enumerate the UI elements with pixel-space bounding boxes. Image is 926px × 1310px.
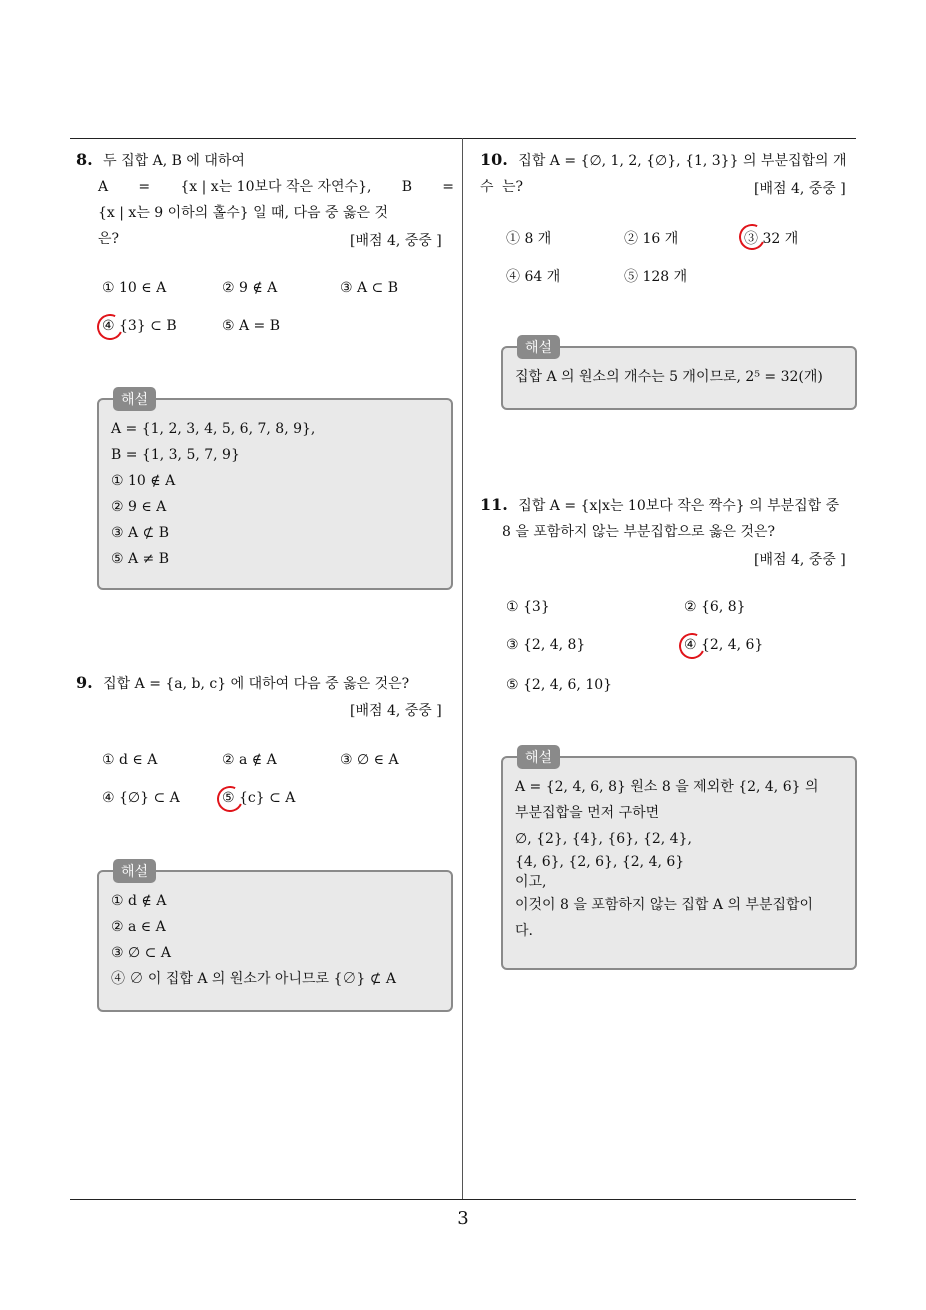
score-label: [배점 4, 중중 ]: [350, 703, 442, 719]
choice-4[interactable]: ④ {2, 4, 6}: [684, 637, 764, 653]
question-text: 은?: [98, 231, 120, 247]
choice-4[interactable]: ④ {3} ⊂ B: [102, 318, 177, 334]
solution-line: ④ ∅ 이 집합 A 의 원소가 아니므로 {∅} ⊄ A: [111, 971, 397, 987]
solution-box: [501, 340, 857, 410]
question-text: 집합 A = {∅, 1, 2, {∅}, {1, 3}} 의 부분집합의 개수: [480, 153, 847, 195]
solution-line: ② a ∈ A: [111, 919, 166, 935]
solution-label: 해설: [517, 335, 560, 359]
score-label: [배점 4, 중중 ]: [754, 181, 846, 197]
choice-1[interactable]: ① d ∈ A: [102, 752, 158, 768]
solution-line: ⑤ A ≠ B: [111, 551, 170, 567]
choice-3[interactable]: ③ ∅ ∈ A: [340, 752, 399, 768]
solution-line: A = {1, 2, 3, 4, 5, 6, 7, 8, 9},: [111, 421, 316, 437]
choice-3[interactable]: ③ A ⊂ B: [340, 280, 399, 296]
choice-1[interactable]: ① {3}: [506, 599, 550, 615]
solution-line: 이것이 8 을 포함하지 않는 집합 A 의 부분집합이: [515, 897, 814, 913]
question-text: =: [442, 179, 454, 195]
solution-line: ∅, {2}, {4}, {6}, {2, 4},: [515, 831, 692, 847]
solution-line: 집합 A 의 원소의 개수는 5 개이므로, 2⁵ = 32(개): [515, 369, 823, 385]
score-label: [배점 4, 중중 ]: [754, 552, 846, 568]
question-text: {x | x는 10보다 작은 자연수},: [180, 179, 372, 195]
solution-box: [501, 750, 857, 970]
question-text: 8 을 포함하지 않는 부분집합으로 옳은 것은?: [502, 524, 776, 540]
bottom-rule: [70, 1199, 856, 1200]
score-label: [배점 4, 중중 ]: [350, 233, 442, 249]
solution-label: 해설: [517, 745, 560, 769]
question-text: 는?: [502, 179, 524, 195]
solution-line: 다.: [515, 923, 533, 939]
question-text: 집합 A = {a, b, c} 에 대하여 다음 중 옳은 것은?: [103, 676, 410, 692]
question-number: 8.: [76, 150, 93, 169]
answer-circle-mark: [675, 629, 708, 662]
choice-2[interactable]: ② 9 ∉ A: [222, 280, 278, 296]
solution-line: 부분집합을 먼저 구하면: [515, 805, 660, 821]
choice-3[interactable]: ③ {2, 4, 8}: [506, 637, 586, 653]
solution-line: ① 10 ∉ A: [111, 473, 176, 489]
choice-2[interactable]: ② a ∉ A: [222, 752, 277, 768]
choice-4[interactable]: ④ {∅} ⊂ A: [102, 790, 180, 806]
question-text: B: [401, 179, 412, 195]
choice-4[interactable]: ④ 64 개: [506, 269, 561, 285]
question-number: 11.: [480, 495, 508, 514]
choice-2[interactable]: ② {6, 8}: [684, 599, 746, 615]
solution-line: B = {1, 3, 5, 7, 9}: [111, 447, 240, 463]
solution-line: 이고,: [515, 874, 547, 890]
column-divider: [462, 138, 463, 1200]
answer-circle-mark: [213, 782, 246, 815]
question-text: 집합 A = {x|x는 10보다 작은 짝수} 의 부분집합 중: [518, 498, 840, 514]
choice-5[interactable]: ⑤ {2, 4, 6, 10}: [506, 677, 613, 693]
choice-5[interactable]: ⑤ {c} ⊂ A: [222, 790, 296, 806]
solution-line: ① d ∉ A: [111, 893, 167, 909]
question-number: 9.: [76, 673, 93, 692]
choice-1[interactable]: ① 10 ∈ A: [102, 280, 167, 296]
question-text: A: [98, 179, 109, 195]
choice-5[interactable]: ⑤ A = B: [222, 318, 281, 334]
solution-box: [97, 392, 453, 590]
question-text: 두 집합 A, B 에 대하여: [103, 153, 245, 169]
answer-circle-mark: [93, 310, 126, 343]
answer-circle-mark: [735, 220, 768, 253]
solution-line: ③ ∅ ⊂ A: [111, 945, 171, 961]
question-number: 10.: [480, 150, 508, 169]
solution-line: A = {2, 4, 6, 8} 원소 8 을 제외한 {2, 4, 6} 의: [515, 779, 819, 795]
top-rule: [70, 138, 856, 139]
solution-label: 해설: [113, 387, 156, 411]
solution-line: {4, 6}, {2, 6}, {2, 4, 6}: [515, 854, 685, 870]
choice-2[interactable]: ② 16 개: [624, 231, 679, 247]
question-text: {x | x는 9 이하의 홀수} 일 때, 다음 중 옳은 것: [98, 205, 388, 221]
solution-label: 해설: [113, 859, 156, 883]
solution-box: [97, 864, 453, 1012]
solution-line: ③ A ⊄ B: [111, 525, 170, 541]
choice-5[interactable]: ⑤ 128 개: [624, 269, 688, 285]
question-text: =: [138, 179, 151, 195]
choice-1[interactable]: ① 8 개: [506, 231, 552, 247]
solution-line: ② 9 ∈ A: [111, 499, 167, 515]
page-number: 3: [457, 1208, 469, 1229]
choice-3[interactable]: ③ 32 개: [744, 231, 799, 247]
